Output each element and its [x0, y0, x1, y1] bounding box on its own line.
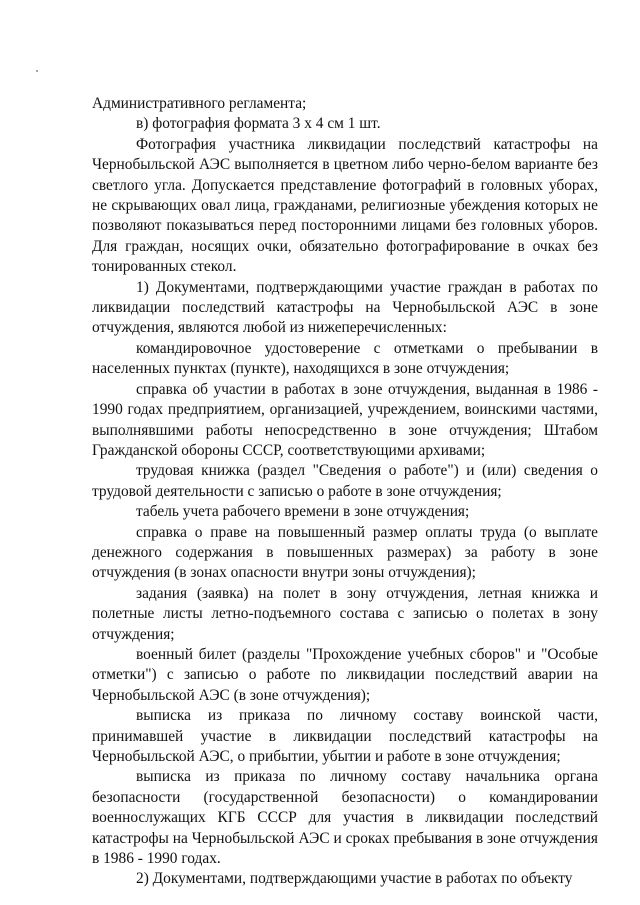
paragraph: Фотография участника ликвидации последствий катастрофы на Чернобыльской АЭС выполняется в цветном либо черно-белом варианте без светлого угла. Допускается представление фотографий в головных уборах, не скрывающих овал лица, гражданами, религиозные убеждения которых не позволяют показываться перед посторонними лицами без головных уборов. Для граждан, носящих очки, обязательно фотографирование в очках без тонированных стекол.: [92, 135, 598, 276]
paragraph: справка об участии в работах в зоне отчуждения, выданная в 1986 - 1990 годах предприятием, организацией, учреждением, воинскими частями, выполнявшими работы непосредственно в зоне отчуждения; Штабом Гражданской обороны СССР, соответствующими архивами;: [92, 380, 598, 459]
scan-speck: [36, 70, 38, 72]
document-body: [92, 94, 598, 890]
paragraph: Административного регламента;: [92, 95, 307, 112]
paragraph: 2) Документами, подтверждающими участие в работах по объекту: [136, 870, 573, 888]
paragraph: в) фотография формата 3 х 4 см 1 шт.: [136, 115, 381, 133]
paragraph: табель учета рабочего времени в зоне отчуждения;: [136, 503, 470, 521]
paragraph: задания (заявка) на полет в зону отчуждения, летная книжка и полетные листы летно-подъемного состава с записью о полетах в зону отчуждения;: [92, 584, 598, 643]
paragraph: командировочное удостоверение с отметками о пребывании в населенных пунктах (пункте), находящихся в зоне отчуждения;: [92, 339, 598, 378]
paragraph: выписка из приказа по личному составу воинской части, принимавшей участие в ликвидации последствий катастрофы на Чернобыльской АЭС, о прибытии, убытии и работе в зоне отчуждения;: [92, 707, 598, 765]
paragraph: справка о праве на повышенный размер оплаты труда (о выплате денежного содержания в повышенных размерах) за работу в зоне отчуждения (в зонах опасности внутри зоны отчуждения);: [92, 523, 598, 582]
paragraph: 1) Документами, подтверждающими участие граждан в работах по ликвидации последствий катастрофы на Чернобыльской АЭС в зоне отчуждения, являются любой из нижеперечисленных:: [92, 278, 598, 337]
paragraph: выписка из приказа по личному составу начальника органа безопасности (государственной безопасности) о командировании военнослужащих КГБ СССР для участия в ликвидации последствий катастрофы на Чернобыльской АЭС и сроках пребывания в зоне отчуждения в 1986 - 1990 годах.: [92, 768, 598, 868]
paragraph: трудовая книжка (раздел "Сведения о работе") и (или) сведения о трудовой деятельности с записью о работе в зоне отчуждения;: [92, 462, 598, 500]
paragraph: военный билет (разделы "Прохождение учебных сборов" и "Особые отметки") с записью о работе по ликвидации последствий аварии на Чернобыльской АЭС (в зоне отчуждения);: [92, 645, 598, 704]
